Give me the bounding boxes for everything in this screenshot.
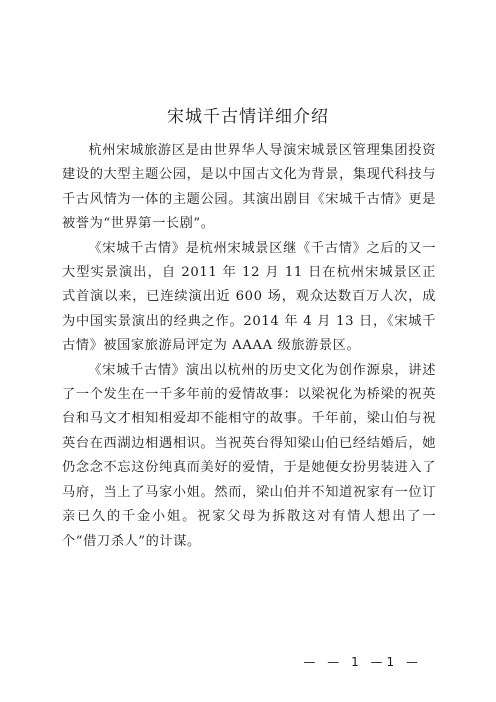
paragraph-3: 《宋城千古情》演出以杭州的历史文化为创作源泉，讲述了一个发生在一千多年前的爱情故事：以梁祝化为桥梁的祝英台和马文才相知相爱却不能相守的故事。千年前，梁山伯与祝英台在西湖边相遇相识。当祝英台得知梁山伯已经结婚后，她仍念念不忘这份纯真而美好的爱情，于是她便女扮男装进入了马府，当上了马家小姐。然而，梁山伯并不知道祝家有一位订亲已久的千金小姐。祝家父母为拆散这对有情人想出了一个“借刀杀人”的计谋。: [62, 362, 436, 549]
document-body: [62, 139, 436, 554]
paragraph-1: 杭州宋城旅游区是由世界华人导演宋城景区管理集团投资建设的大型主题公园，是以中国古文化为背景，集现代科技与千古风情为一体的主题公园。其演出剧目《宋城千古情》更是被誉为“世界第一长剧”。: [62, 143, 436, 232]
paragraph-2: 《宋城千古情》是杭州宋城景区继《千古情》之后的又一大型实景演出，自 2011 年 12 月 11 日在杭州宋城景区正式首演以来，已连续演出近 600 场，观众达数百万人次，成为中国实景演出的经典之作。2014 年 4 月 13 日，《宋城千古情》被国家旅游局评定为 AAAA 级旅游景区。: [62, 240, 436, 354]
document-title: 宋城千古情详细介绍: [167, 107, 329, 127]
page-number-footer: — — 1 —1 —: [303, 655, 422, 669]
